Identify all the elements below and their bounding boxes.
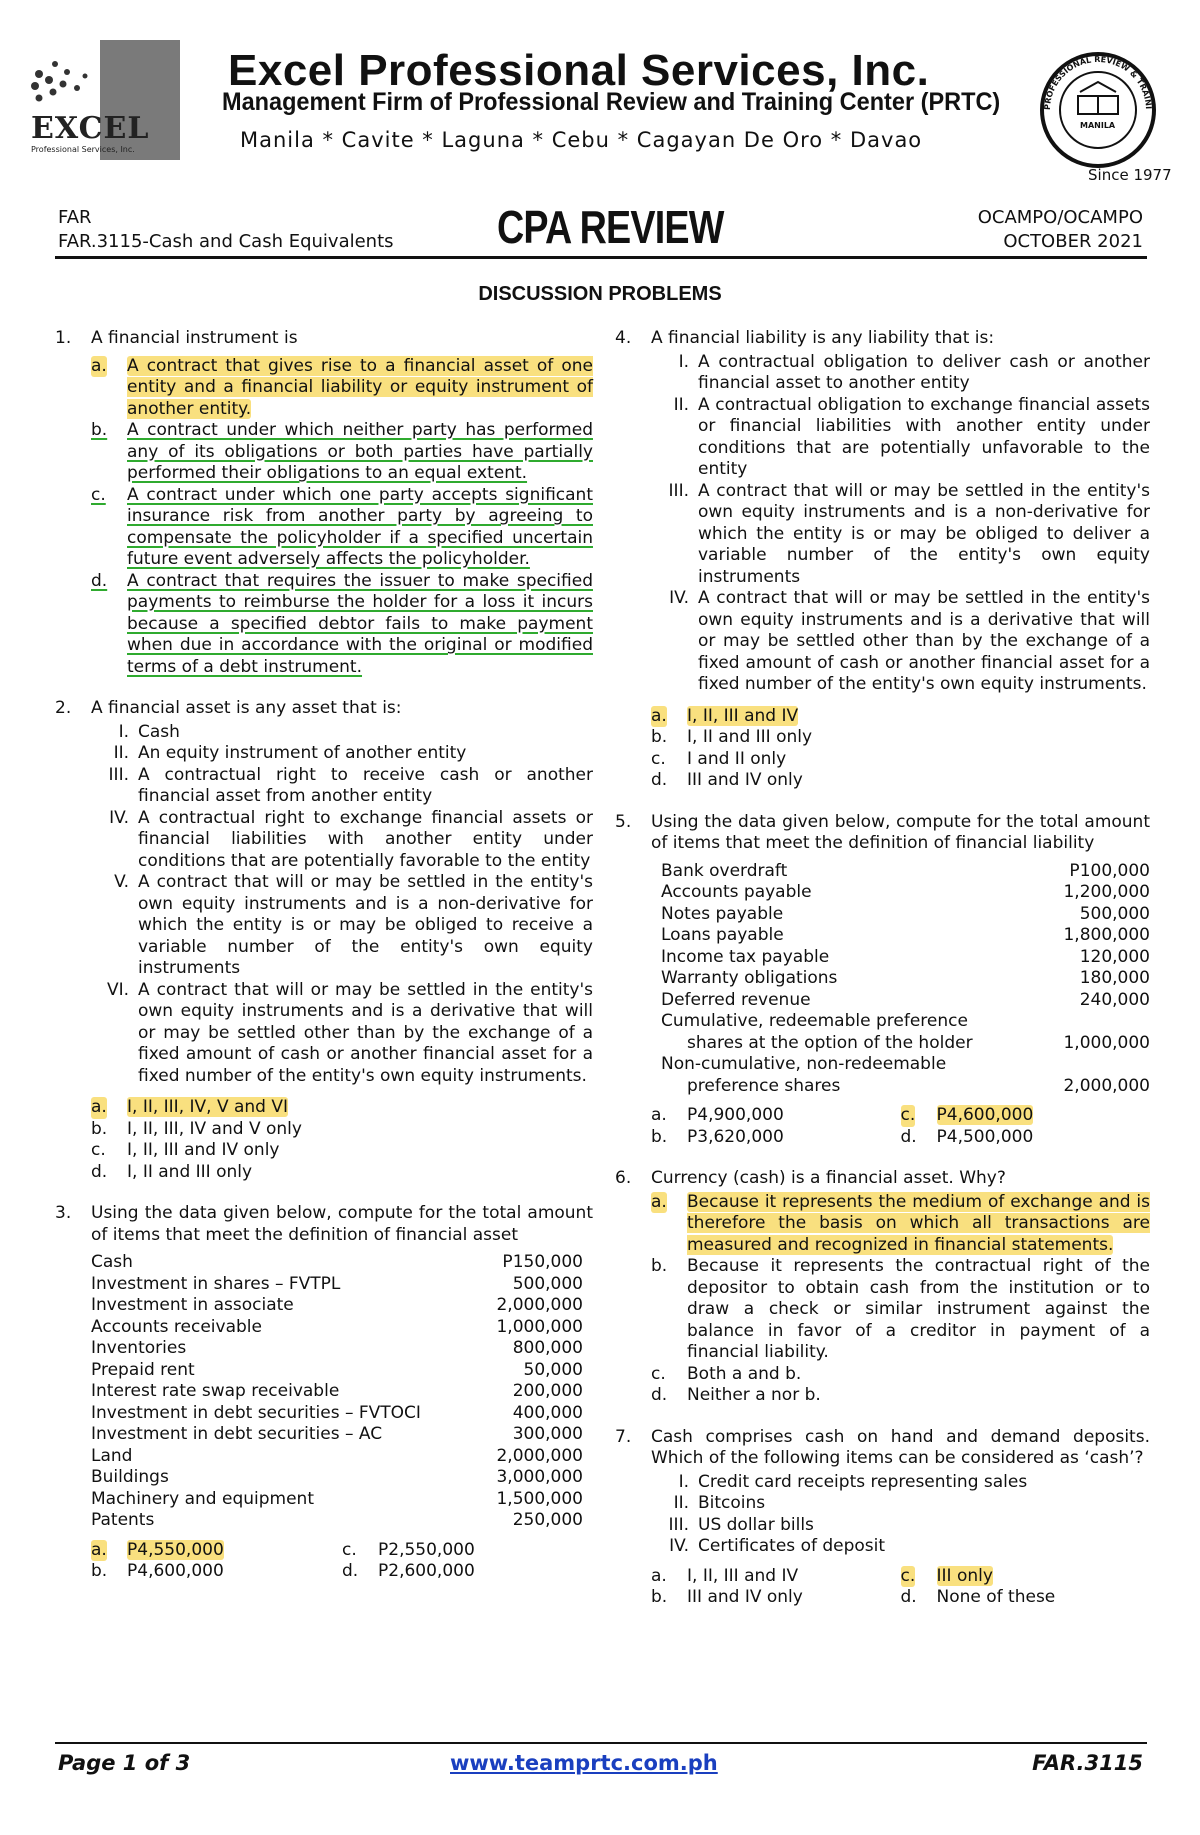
table-row: Investment in associate 2,000,000 <box>91 1295 583 1315</box>
choice-a: a. I, II, III, IV, V and VI <box>91 1097 289 1117</box>
section-title: DISCUSSION PROBLEMS <box>478 283 722 305</box>
choice-text: A contract that requires the issuer to make specified payments to reimburse the holder for a loss it incurs because a specified debtor fails to make payment when due in accordance with the original or modified terms of a debt instrument. <box>127 570 593 677</box>
table-row: shares at the option of the holder 1,000,000 <box>687 1032 1150 1053</box>
choice-a: a. P4,900,000 <box>651 1105 784 1125</box>
table-row: Income tax payable 120,000 <box>661 946 1150 967</box>
table-row: Non-cumulative, non-redeemable <box>661 1054 947 1074</box>
question-stem: A financial instrument is <box>91 328 298 348</box>
choice-d: d. I, II and III only <box>91 1161 253 1182</box>
website-link[interactable]: www.teamprtc.com.ph <box>450 1751 718 1775</box>
roman-item: III. US dollar bills <box>668 1514 814 1535</box>
footer-rule <box>55 1742 1147 1744</box>
branch-list: Manila * Cavite * Laguna * Cebu * Cagayan De Oro * Davao <box>240 128 923 152</box>
choice-c: c. III only <box>900 1565 993 1586</box>
choice-text: I, II and III only <box>127 1161 253 1182</box>
choice-b: b. III and IV only <box>651 1587 803 1607</box>
question-number: 5. <box>615 811 632 832</box>
table-row: Prepaid rent 50,000 <box>91 1359 583 1380</box>
roman-item: IV. A contract that will or may be settled in the entity's own equity instruments and is a derivative that will or may be settled other than by the exchange of a fixed amount of cash or another financial asset for a fixed number of the entity's own equity instruments. <box>669 588 1150 694</box>
table-row: Warranty obligations 180,000 <box>661 968 1150 988</box>
question-1 <box>55 328 593 678</box>
subject-label: FAR <box>58 207 92 228</box>
choice-text: I, II, III, IV, V and VI <box>127 1097 289 1117</box>
roman-item: V. A contract that will or may be settled in the entity's own equity instruments and is a non-derivative for which the entity is or may be obliged to receive a variable number of the entity's own equity instruments <box>114 872 593 978</box>
company-name: Excel Professional Services, Inc. <box>228 46 930 95</box>
question-number: 2. <box>55 698 72 718</box>
roman-item: VI. A contract that will or may be settled in the entity's own equity instruments and is a derivative that will or may be settled other than by the exchange of a fixed amount of cash or another financial asset for a fixed number of the entity's own equity instruments. <box>106 979 593 1086</box>
question-stem: A financial asset is any asset that is: <box>91 698 402 718</box>
table-row: Machinery and equipment 1,500,000 <box>91 1488 583 1509</box>
choice-b: b. A contract under which neither party has performed any of its obligations or both parties have partially performed their obligations to an equal extent. <box>91 420 593 483</box>
question-number: 3. <box>55 1203 72 1223</box>
table-row: Deferred revenue 240,000 <box>661 989 1150 1010</box>
choice-b: b. P4,600,000 <box>91 1561 224 1581</box>
table-row: Notes payable 500,000 <box>661 903 1150 924</box>
choice-a: a. P4,550,000 <box>91 1539 224 1560</box>
table-row: Buildings 3,000,000 <box>91 1467 583 1487</box>
question-3 <box>55 1203 593 1583</box>
roman-item: II. An equity instrument of another entity <box>113 743 467 763</box>
header-left <box>58 206 394 254</box>
choice-b: b. P3,620,000 <box>651 1126 784 1147</box>
roman-item: I. Cash <box>118 721 180 742</box>
table-row: Interest rate swap receivable 200,000 <box>91 1381 583 1401</box>
choice-c: c. I, II, III and IV only <box>91 1140 280 1160</box>
left-column <box>55 328 593 1603</box>
choice-b: b. I, II and III only <box>651 727 813 747</box>
roman-item: IV. Certificates of deposit <box>669 1536 886 1556</box>
table-row: Cash P150,000 <box>91 1252 583 1272</box>
question-stem: Using the data given below, compute for the total amount of items that meet the definition of financial asset <box>91 1203 593 1245</box>
choice-d: d. III and IV only <box>651 770 803 790</box>
choice-text: A contract under which neither party has performed any of its obligations or both parties have partially performed their obligations to an equal extent. <box>127 420 593 483</box>
roman-item: I. Credit card receipts representing sales <box>678 1471 1028 1492</box>
table-row: Inventories 800,000 <box>91 1338 583 1358</box>
table-row: Loans payable 1,800,000 <box>661 925 1150 945</box>
roman-item: II. A contractual obligation to exchange financial assets or financial liabilities with another entity under conditions that are potentially unfavorable to the entity <box>673 394 1150 479</box>
choice-d: d. Neither a nor b. <box>651 1385 821 1405</box>
choice-c: c. I and II only <box>651 748 787 769</box>
asset-table <box>91 1252 583 1532</box>
question-stem: A financial liability is any liability that is: <box>651 328 995 348</box>
company-logo <box>25 40 180 160</box>
choice-c: c. P4,600,000 <box>900 1105 1034 1125</box>
table-row: Investment in debt securities – AC 300,000 <box>91 1424 583 1444</box>
seal-city: MANILA <box>1080 121 1116 130</box>
choice-c: c. Both a and b. <box>651 1363 802 1384</box>
question-5 <box>615 812 1150 1149</box>
choice-text: A contract that gives rise to a financial asset of one entity and a financial liability or equity instrument of another entity. <box>127 355 593 419</box>
company-subtitle: Management Firm of Professional Review and Training Center (PRTC) <box>222 88 1001 116</box>
logo-text: EXCEL <box>31 111 150 146</box>
question-stem: Currency (cash) is a financial asset. Why? <box>651 1168 1006 1188</box>
table-row: Accounts receivable 1,000,000 <box>91 1316 583 1337</box>
choice-d: d. P2,600,000 <box>342 1561 475 1581</box>
choice-a: a. I, II, III and IV <box>651 1565 799 1586</box>
seal-text: PROFESSIONAL REVIEW & TRAINI <box>1042 54 1154 111</box>
roman-item: IV. A contractual right to exchange financial assets or financial liabilities with another entity under conditions that are potentially favorable to the entity <box>109 807 593 871</box>
question-6 <box>615 1168 1150 1407</box>
question-stem: Using the data given below, compute for the total amount of items that meet the definition of financial liability <box>651 811 1150 853</box>
roman-item: III. A contractual right to receive cash or another financial asset from another entity <box>108 764 593 806</box>
page-number: Page 1 of 3 <box>58 1751 191 1775</box>
table-row: Land 2,000,000 <box>91 1445 583 1466</box>
choice-text: I, II, III and IV only <box>127 1140 280 1160</box>
question-number: 4. <box>615 328 632 348</box>
choice-a: a. A contract that gives rise to a financial asset of one entity and a financial liability or equity instrument of another entity. <box>91 355 593 419</box>
choice-c: c. P2,550,000 <box>342 1539 475 1560</box>
choice-text: I, II, III, IV and V only <box>127 1118 302 1139</box>
choice-a: a. Because it represents the medium of exchange and is therefore the basis on which all transactions are measured and recognized in financial statements. <box>651 1191 1150 1255</box>
question-number: 1. <box>55 328 72 348</box>
question-2 <box>55 698 593 1183</box>
topic-label: FAR.3115-Cash and Cash Equivalents <box>58 231 394 252</box>
choice-d: d. A contract that requires the issuer to make specified payments to reimburse the holder for a loss it incurs because a specified debtor fails to make payment when due in accordance with the original or modified terms of a debt instrument. <box>91 570 593 677</box>
header-right <box>978 206 1143 254</box>
roman-item: III. A contract that will or may be settled in the entity's own equity instruments and is a non-derivative for which the entity is or may be obliged to deliver a variable number of the entity's own equity instruments <box>668 480 1150 587</box>
logo-subtext: Professional Services, Inc. <box>31 145 135 154</box>
choice-d: d. P4,500,000 <box>900 1126 1034 1147</box>
table-row: Bank overdraft P100,000 <box>661 860 1150 881</box>
table-row: Patents 250,000 <box>91 1510 583 1530</box>
right-column <box>615 328 1150 1629</box>
roman-item: II. Bitcoins <box>673 1493 766 1513</box>
authors-label: OCAMPO/OCAMPO <box>977 207 1143 228</box>
question-4 <box>615 328 1150 792</box>
liability-table <box>661 861 1150 1098</box>
roman-item: I. A contractual obligation to deliver cash or another financial asset to another entity <box>678 351 1150 393</box>
date-label: OCTOBER 2021 <box>1003 231 1143 252</box>
choice-b: b. I, II, III, IV and V only <box>91 1118 302 1139</box>
document-code: FAR.3115 <box>1032 1751 1143 1775</box>
header-rule <box>55 256 1147 259</box>
table-row: Accounts payable 1,200,000 <box>661 882 1150 902</box>
since-year: Since 1977 <box>1088 166 1172 184</box>
question-7 <box>615 1427 1150 1609</box>
choice-c: c. A contract under which one party accepts significant insurance risk from another party by agreeing to compensate the policyholder if a specified uncertain future event adversely affects the policyholder. <box>91 484 593 569</box>
choice-d: d. None of these <box>900 1587 1056 1607</box>
table-row: preference shares 2,000,000 <box>687 1075 1150 1096</box>
table-row: Cumulative, redeemable preference <box>661 1011 968 1031</box>
cpa-review-banner: CPA REVIEW <box>497 201 724 253</box>
table-row: Investment in shares – FVTPL 500,000 <box>91 1273 583 1294</box>
choice-text: A contract under which one party accepts significant insurance risk from another party by agreeing to compensate the policyholder if a specified uncertain future event adversely affects the policyholder. <box>127 484 593 569</box>
choice-b: b. Because it represents the contractual right of the depositor to obtain cash from the institution or to draw a check or similar instrument against the balance in favor of a creditor in payment of a financial liability. <box>651 1256 1150 1362</box>
question-number: 7. <box>615 1426 632 1447</box>
question-stem: Cash comprises cash on hand and demand deposits. Which of the following items can be considered as ‘cash’? <box>651 1426 1150 1468</box>
table-row: Investment in debt securities – FVTOCI 400,000 <box>91 1402 583 1423</box>
question-number: 6. <box>615 1168 632 1188</box>
choice-a: a. I, II, III and IV <box>651 705 799 726</box>
